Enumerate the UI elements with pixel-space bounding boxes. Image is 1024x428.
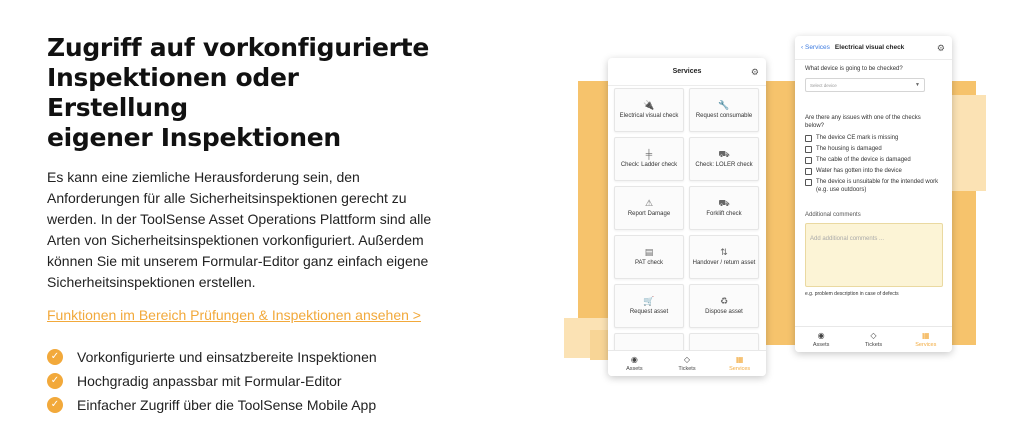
- tab-label: Assets: [812, 342, 830, 348]
- tab-tickets[interactable]: [853, 331, 893, 348]
- chevron-down-icon: ▼: [915, 82, 920, 88]
- bottom-tab-bar: [795, 326, 952, 352]
- option-label: The housing is damaged: [816, 146, 882, 152]
- gear-icon[interactable]: ⚙: [936, 43, 945, 53]
- damage-icon: ⚠: [644, 198, 654, 208]
- decorative-block: [948, 95, 986, 191]
- issue-options: [805, 134, 942, 194]
- service-tile-request-asset[interactable]: [614, 284, 684, 328]
- tab-assets[interactable]: [801, 331, 841, 348]
- tile-label: Request consumable: [695, 113, 753, 119]
- tab-label: Tickets: [864, 342, 883, 348]
- swap-icon: ⇅: [720, 247, 728, 257]
- tab-assets[interactable]: [614, 355, 654, 372]
- screen-title: Electrical visual check: [834, 44, 905, 51]
- lift-icon: ⛟: [718, 149, 730, 159]
- services-header: [608, 58, 766, 86]
- inspections-features-link[interactable]: Funktionen im Bereich Prüfungen & Inspektionen ansehen >: [47, 307, 421, 323]
- tile-label: PAT check: [634, 260, 663, 266]
- services-screen: [608, 58, 766, 376]
- headline: [47, 33, 447, 153]
- select-placeholder: Select device: [810, 82, 837, 88]
- checkbox[interactable]: [805, 168, 812, 175]
- tile-label: Check: LOLER check: [695, 162, 753, 168]
- ticket-icon: ◇: [683, 355, 691, 364]
- checkbox[interactable]: [805, 157, 812, 164]
- services-grid: [608, 88, 766, 355]
- checkbox[interactable]: [805, 135, 812, 142]
- feature-item: [47, 369, 447, 393]
- clipboard-icon: ▦: [735, 355, 744, 364]
- headline-line: Zugriff auf vorkonfigurierte: [47, 33, 429, 62]
- issue-option[interactable]: [805, 178, 942, 194]
- comments-input[interactable]: [805, 223, 943, 287]
- check-form: [795, 60, 952, 297]
- recycle-icon: ♻: [719, 296, 729, 306]
- service-tile-request-consumable[interactable]: [689, 88, 759, 132]
- service-tile-forklift-check[interactable]: [689, 186, 759, 230]
- option-label: Water has gotten into the device: [816, 168, 902, 174]
- comments-placeholder: Add additional comments ...: [810, 236, 885, 242]
- tab-label: Services: [729, 366, 751, 372]
- tile-label: Check: Ladder check: [620, 162, 678, 168]
- feature-list: [47, 345, 447, 417]
- tile-label: Request asset: [629, 309, 669, 315]
- feature-label: Vorkonfigurierte und einsatzbereite Inspektionen: [77, 349, 377, 365]
- check-header: [795, 36, 952, 60]
- tile-label: Report Damage: [627, 211, 671, 217]
- cart-icon: 🛒: [643, 296, 655, 306]
- checkbox[interactable]: [805, 146, 812, 153]
- document-icon: ▤: [644, 247, 654, 257]
- bottom-tab-bar: [608, 350, 766, 376]
- plug-icon: 🔌: [643, 100, 655, 110]
- option-label: The device CE mark is missing: [816, 135, 899, 141]
- tile-label: Handover / return asset: [692, 260, 756, 266]
- screen-title: Services: [672, 68, 702, 75]
- option-label: The device is unsuitable for the intended work (e.g. use outdoors): [816, 179, 939, 193]
- checkmark-icon: ✓: [47, 349, 63, 365]
- electrical-check-screen: [795, 36, 952, 352]
- headline-line: eigener Inspektionen: [47, 123, 341, 152]
- option-label: The cable of the device is damaged: [816, 157, 911, 163]
- body-paragraph: Es kann eine ziemliche Herausforderung sein, den Anforderungen für alle Sicherheitsinspektionen gerecht zu werden. In der ToolSense Asset Operations Plattform sind alle Arten von Sicherheitsinspektionen vorkonfiguriert. Außerdem können Sie mit unserem Formular-Editor ganz einfach eigene Sicherheitsinspektionen erstellen.: [47, 169, 432, 290]
- issues-question: Are there any issues with one of the checks below?: [805, 115, 921, 129]
- clipboard-icon: ▦: [922, 331, 930, 340]
- tab-label: Tickets: [678, 366, 696, 372]
- issue-option[interactable]: [805, 167, 942, 175]
- location-pin-icon: ◉: [630, 355, 638, 364]
- issue-option[interactable]: [805, 156, 942, 164]
- tab-label: Services: [915, 342, 937, 348]
- back-button[interactable]: ‹ Services: [801, 44, 830, 51]
- tab-label: Assets: [626, 366, 643, 372]
- checkmark-icon: ✓: [47, 373, 63, 389]
- content-column: [47, 33, 447, 417]
- location-pin-icon: ◉: [817, 331, 825, 340]
- feature-label: Hochgradig anpassbar mit Formular-Editor: [77, 373, 342, 389]
- service-tile-pat-check[interactable]: [614, 235, 684, 279]
- ticket-icon: ◇: [870, 331, 877, 340]
- tab-services[interactable]: [906, 331, 946, 348]
- feature-label: Einfacher Zugriff über die ToolSense Mobile App: [77, 397, 377, 413]
- service-tile-ladder-check[interactable]: [614, 137, 684, 181]
- device-question: What device is going to be checked?: [805, 66, 903, 72]
- issue-option[interactable]: [805, 145, 942, 153]
- service-tile-dispose-asset[interactable]: [689, 284, 759, 328]
- tab-tickets[interactable]: [667, 355, 707, 372]
- checkbox[interactable]: [805, 179, 812, 186]
- ladder-icon: ╪: [645, 149, 653, 159]
- forklift-icon: ⛟: [718, 198, 730, 208]
- issue-option[interactable]: [805, 134, 942, 142]
- back-label: Services: [804, 44, 830, 51]
- comments-hint: e.g. problem description in case of defects: [805, 291, 899, 297]
- tile-label: Dispose asset: [705, 309, 743, 315]
- checkmark-icon: ✓: [47, 397, 63, 413]
- service-tile-loler-check[interactable]: [689, 137, 759, 181]
- device-select[interactable]: [805, 78, 925, 92]
- feature-item: [47, 345, 447, 369]
- headline-line: Inspektionen oder Erstellung: [47, 63, 299, 122]
- tile-label: Electrical visual check: [619, 113, 679, 119]
- feature-item: [47, 393, 447, 417]
- gear-icon[interactable]: ⚙: [750, 67, 759, 77]
- service-tile-handover-return[interactable]: [689, 235, 759, 279]
- service-tile-report-damage[interactable]: [614, 186, 684, 230]
- tile-label: Forklift check: [706, 211, 742, 217]
- service-tile-electrical-visual-check[interactable]: [614, 88, 684, 132]
- wrench-icon: 🔧: [718, 100, 730, 110]
- tab-services[interactable]: [720, 355, 760, 372]
- comments-label: Additional comments: [805, 212, 861, 218]
